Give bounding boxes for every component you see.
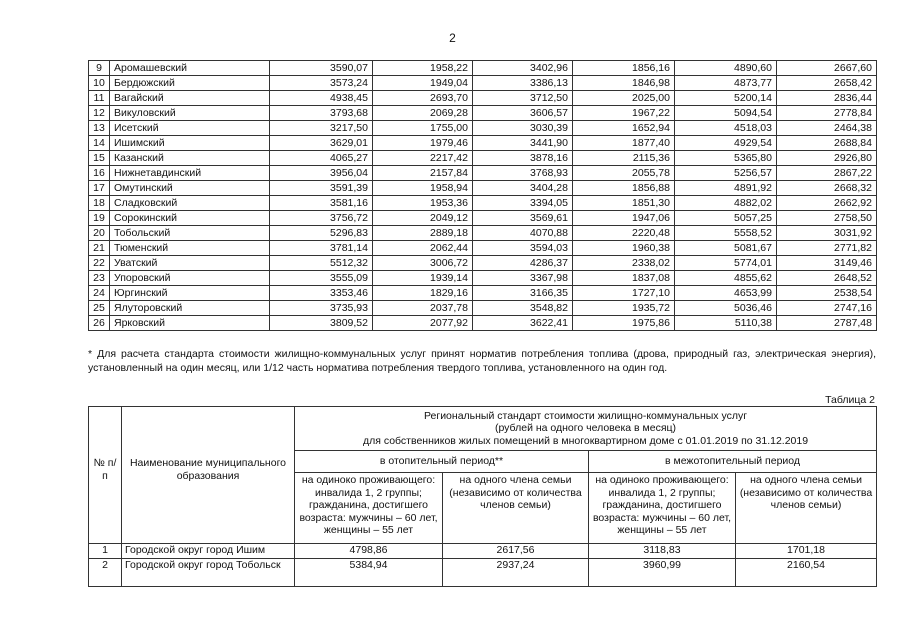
table-row <box>89 241 877 256</box>
cost-value: 5036,46 <box>675 301 777 316</box>
municipality-name: Городской округ город Тобольск <box>122 559 295 587</box>
cost-value: 2662,92 <box>777 196 877 211</box>
table-row <box>89 181 877 196</box>
row-number: 16 <box>89 166 110 181</box>
table-row <box>89 61 877 76</box>
table-row <box>89 286 877 301</box>
district-name: Уватский <box>110 256 270 271</box>
district-name: Ишимский <box>110 136 270 151</box>
table-row <box>89 106 877 121</box>
cost-value: 5774,01 <box>675 256 777 271</box>
district-name: Упоровский <box>110 271 270 286</box>
cost-value: 3781,14 <box>270 241 373 256</box>
cost-value: 4518,03 <box>675 121 777 136</box>
row-number: 10 <box>89 76 110 91</box>
row-number: 17 <box>89 181 110 196</box>
col-heating-single: на одиноко проживающего: инвалида 1, 2 группы; гражданина, достигшего возраста: мужчины – 60 лет, женщины – 55 лет <box>295 473 443 538</box>
cost-value: 2062,44 <box>373 241 473 256</box>
district-name: Тюменский <box>110 241 270 256</box>
table-row <box>89 226 877 241</box>
table-row <box>89 121 877 136</box>
cost-value: 1851,30 <box>573 196 675 211</box>
table-row <box>89 256 877 271</box>
cost-value: 3217,50 <box>270 121 373 136</box>
header-title-line-1: Региональный стандарт стоимости жилищно-коммунальных услуг <box>423 409 748 422</box>
cost-value: 5296,83 <box>270 226 373 241</box>
cost-value: 3878,16 <box>473 151 573 166</box>
cost-value: 4286,37 <box>473 256 573 271</box>
cost-value: 1727,10 <box>573 286 675 301</box>
header-municipality: Наименование муниципального образования <box>129 457 287 482</box>
cost-value: 5110,38 <box>675 316 777 331</box>
cost-value: 1949,04 <box>373 76 473 91</box>
district-name: Ялуторовский <box>110 301 270 316</box>
cost-value: 2338,02 <box>573 256 675 271</box>
cost-value: 2069,28 <box>373 106 473 121</box>
table-row <box>89 301 877 316</box>
row-number: 23 <box>89 271 110 286</box>
cost-value: 1701,18 <box>736 544 877 559</box>
cost-value: 2667,60 <box>777 61 877 76</box>
district-name: Ярковский <box>110 316 270 331</box>
cost-value: 3573,24 <box>270 76 373 91</box>
cost-value: 4798,86 <box>295 544 443 559</box>
cost-value: 3353,46 <box>270 286 373 301</box>
row-number: 18 <box>89 196 110 211</box>
cost-value: 2025,00 <box>573 91 675 106</box>
cost-value: 2648,52 <box>777 271 877 286</box>
cost-value: 1652,94 <box>573 121 675 136</box>
table-row <box>89 76 877 91</box>
table-row <box>89 316 877 331</box>
footnote: * Для расчета стандарта стоимости жилищно-коммунальных услуг принят норматив потребления топлива (дрова, природный газ, электрическая энергия), установленный на один месяц, или 1/12 часть норматива потребления твердого топлива, установленного на один год. <box>88 348 876 374</box>
cost-value: 3404,28 <box>473 181 573 196</box>
cost-value: 1846,98 <box>573 76 675 91</box>
header-title-cell <box>295 407 877 451</box>
cost-value: 2778,84 <box>777 106 877 121</box>
cost-value: 3030,39 <box>473 121 573 136</box>
table-row <box>89 136 877 151</box>
cost-value: 3768,93 <box>473 166 573 181</box>
table-row <box>89 151 877 166</box>
cost-value: 3441,90 <box>473 136 573 151</box>
cost-value: 5384,94 <box>295 559 443 587</box>
cost-value: 1960,38 <box>573 241 675 256</box>
cost-value: 2688,84 <box>777 136 877 151</box>
row-number: 11 <box>89 91 110 106</box>
cost-value: 2758,50 <box>777 211 877 226</box>
cost-value: 2658,42 <box>777 76 877 91</box>
district-name: Вагайский <box>110 91 270 106</box>
row-number: 15 <box>89 151 110 166</box>
header-title-line-3: для собственников жилых помещений в многоквартирном доме с 01.01.2019 по 31.12.2019 <box>362 434 809 447</box>
cost-value: 3793,68 <box>270 106 373 121</box>
cost-value: 1975,86 <box>573 316 675 331</box>
cost-value: 1877,40 <box>573 136 675 151</box>
header-no: № п/п <box>93 457 117 482</box>
cost-value: 2115,36 <box>573 151 675 166</box>
cost-value: 1947,06 <box>573 211 675 226</box>
cost-value: 2937,24 <box>443 559 589 587</box>
cost-value: 3394,05 <box>473 196 573 211</box>
cost-value: 2055,78 <box>573 166 675 181</box>
header-title-line-2: (рублей на одного человека в месяц) <box>494 422 677 435</box>
table-row <box>89 544 877 559</box>
cost-value: 1953,36 <box>373 196 473 211</box>
cost-value: 2747,16 <box>777 301 877 316</box>
cost-value: 2160,54 <box>736 559 877 587</box>
cost-value: 3629,01 <box>270 136 373 151</box>
district-name: Аромашевский <box>110 61 270 76</box>
cost-value: 3402,96 <box>473 61 573 76</box>
cost-value: 3960,99 <box>589 559 736 587</box>
cost-value: 3591,39 <box>270 181 373 196</box>
cost-value: 3809,52 <box>270 316 373 331</box>
cost-value: 3118,83 <box>589 544 736 559</box>
row-number: 25 <box>89 301 110 316</box>
district-name: Исетский <box>110 121 270 136</box>
cost-value: 2867,22 <box>777 166 877 181</box>
cost-value: 2668,32 <box>777 181 877 196</box>
cost-value: 2889,18 <box>373 226 473 241</box>
cost-value: 3756,72 <box>270 211 373 226</box>
cost-value: 3606,57 <box>473 106 573 121</box>
cost-value: 3590,07 <box>270 61 373 76</box>
cost-value: 2771,82 <box>777 241 877 256</box>
district-name: Казанский <box>110 151 270 166</box>
row-number: 12 <box>89 106 110 121</box>
cost-value: 2836,44 <box>777 91 877 106</box>
cost-value: 4065,27 <box>270 151 373 166</box>
cost-value: 4890,60 <box>675 61 777 76</box>
table-caption: Таблица 2 <box>825 394 875 406</box>
table-row <box>89 559 877 587</box>
cost-value: 2217,42 <box>373 151 473 166</box>
row-number: 14 <box>89 136 110 151</box>
page-number: 2 <box>449 31 456 45</box>
cost-value: 3149,46 <box>777 256 877 271</box>
cost-value: 2157,84 <box>373 166 473 181</box>
cost-value: 3735,93 <box>270 301 373 316</box>
cost-value: 3569,61 <box>473 211 573 226</box>
cost-value: 2220,48 <box>573 226 675 241</box>
district-name: Сладковский <box>110 196 270 211</box>
header-no-cell <box>89 407 122 544</box>
cost-value: 5200,14 <box>675 91 777 106</box>
cost-value: 2617,56 <box>443 544 589 559</box>
district-name: Нижнетавдинский <box>110 166 270 181</box>
district-name: Юргинский <box>110 286 270 301</box>
cost-value: 4855,62 <box>675 271 777 286</box>
table-row <box>89 271 877 286</box>
header-name-cell <box>122 407 295 544</box>
cost-value: 4070,88 <box>473 226 573 241</box>
cost-value: 3712,50 <box>473 91 573 106</box>
cost-value: 2787,48 <box>777 316 877 331</box>
col-nonheating-member: на одного члена семьи (независимо от количества членов семьи) <box>736 473 877 538</box>
cost-value: 1755,00 <box>373 121 473 136</box>
regional-standard-table <box>88 406 877 587</box>
row-number: 22 <box>89 256 110 271</box>
cost-value: 1958,94 <box>373 181 473 196</box>
cost-value: 3594,03 <box>473 241 573 256</box>
col-heating-member: на одного члена семьи (независимо от количества членов семьи) <box>443 473 589 538</box>
district-name: Бердюжский <box>110 76 270 91</box>
row-number: 20 <box>89 226 110 241</box>
standard-cost-table-continuation <box>88 60 877 331</box>
table-row <box>89 196 877 211</box>
cost-value: 1837,08 <box>573 271 675 286</box>
cost-value: 3031,92 <box>777 226 877 241</box>
col-nonheating-single: на одиноко проживающего: инвалида 1, 2 группы; гражданина, достигшего возраста: мужчины – 60 лет, женщины – 55 лет <box>589 473 736 538</box>
row-number: 2 <box>89 559 122 587</box>
cost-value: 3581,16 <box>270 196 373 211</box>
cost-value: 3166,35 <box>473 286 573 301</box>
district-name: Тобольский <box>110 226 270 241</box>
cost-value: 3555,09 <box>270 271 373 286</box>
cost-value: 2693,70 <box>373 91 473 106</box>
cost-value: 3622,41 <box>473 316 573 331</box>
cost-value: 4929,54 <box>675 136 777 151</box>
period-heating: в отопительный период** <box>295 451 589 473</box>
cost-value: 4653,99 <box>675 286 777 301</box>
district-name: Викуловский <box>110 106 270 121</box>
district-name: Омутинский <box>110 181 270 196</box>
cost-value: 4882,02 <box>675 196 777 211</box>
cost-value: 4891,92 <box>675 181 777 196</box>
cost-value: 4873,77 <box>675 76 777 91</box>
cost-value: 3367,98 <box>473 271 573 286</box>
cost-value: 1856,88 <box>573 181 675 196</box>
municipality-name: Городской округ город Ишим <box>122 544 295 559</box>
cost-value: 1935,72 <box>573 301 675 316</box>
cost-value: 1958,22 <box>373 61 473 76</box>
cost-value: 3956,04 <box>270 166 373 181</box>
cost-value: 1939,14 <box>373 271 473 286</box>
row-number: 19 <box>89 211 110 226</box>
cost-value: 1856,16 <box>573 61 675 76</box>
cost-value: 2538,54 <box>777 286 877 301</box>
cost-value: 5256,57 <box>675 166 777 181</box>
cost-value: 2464,38 <box>777 121 877 136</box>
cost-value: 2037,78 <box>373 301 473 316</box>
cost-value: 5512,32 <box>270 256 373 271</box>
cost-value: 4938,45 <box>270 91 373 106</box>
row-number: 26 <box>89 316 110 331</box>
table-row <box>89 166 877 181</box>
cost-value: 2926,80 <box>777 151 877 166</box>
cost-value: 1967,22 <box>573 106 675 121</box>
row-number: 9 <box>89 61 110 76</box>
cost-value: 5558,52 <box>675 226 777 241</box>
cost-value: 2077,92 <box>373 316 473 331</box>
cost-value: 5094,54 <box>675 106 777 121</box>
cost-value: 3386,13 <box>473 76 573 91</box>
table-row <box>89 211 877 226</box>
cost-value: 1979,46 <box>373 136 473 151</box>
cost-value: 3548,82 <box>473 301 573 316</box>
row-number: 13 <box>89 121 110 136</box>
cost-value: 5081,67 <box>675 241 777 256</box>
row-number: 1 <box>89 544 122 559</box>
period-nonheating: в межотопительный период <box>589 451 877 473</box>
row-number: 24 <box>89 286 110 301</box>
district-name: Сорокинский <box>110 211 270 226</box>
cost-value: 5365,80 <box>675 151 777 166</box>
cost-value: 2049,12 <box>373 211 473 226</box>
row-number: 21 <box>89 241 110 256</box>
table-row <box>89 91 877 106</box>
cost-value: 1829,16 <box>373 286 473 301</box>
cost-value: 3006,72 <box>373 256 473 271</box>
cost-value: 5057,25 <box>675 211 777 226</box>
